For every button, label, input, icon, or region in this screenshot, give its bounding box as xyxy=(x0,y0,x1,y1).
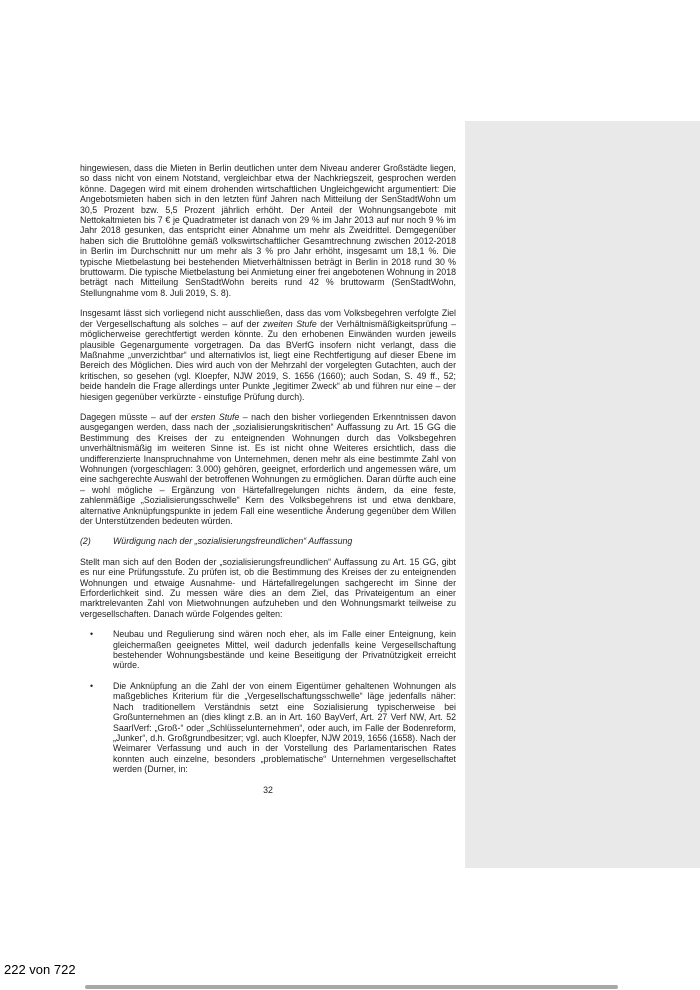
text-run: Dagegen müsste – auf der xyxy=(80,411,191,422)
horizontal-scrollbar-thumb[interactable] xyxy=(85,985,618,989)
page-number: 32 xyxy=(263,784,273,795)
paragraph xyxy=(80,412,456,526)
page-position-label: 222 von 722 xyxy=(4,962,76,977)
section-heading-number: (2) xyxy=(80,536,91,547)
text-run: – nach den bisher vorliegenden Erkenntnissen davon ausgegangen werden, dass nach der „sozialisierungskritischen“ Auffassung zu Art. 15 GG die Bestimmung des Kreises der zu enteignenden Wohnungen durch das Volksbegehren unverhältnismäßig im weiteren Sinne ist. Es ist nicht ohne Weiteres ersichtlich, dass die undifferenzierte Inanspruchnahme von Unternehmen, denen mehr als eine bestimmte Zahl von Wohnungen (vorgeschlagen: 3.000) gehören, geeignet, erforderlich und angemessen wäre, um eine sachgerechte Auswahl der betroffenen Wohnungen zu ermöglichen. Daran dürfte auch eine – wohl mögliche – Ergänzung von Härtefallregelungen nichts ändern, da eine feste, zahlenmäßige „Sozialisierungsschwelle“ Kern des Volksbegehrens ist und etwa denkbare, alternative Anknüpfungspunkte in jedem Fall eine wesentliche Änderung gegenüber dem Willen der Unterstützenden bedeuten würden. xyxy=(80,411,456,526)
paragraph xyxy=(80,308,456,402)
paragraph xyxy=(80,163,456,298)
emphasis-text: Würdigung nach der „sozialisierungsfreundlichen“ Auffassung xyxy=(113,536,353,547)
page-side-shading xyxy=(465,121,700,868)
text-run: der Verhältnismäßigkeitsprüfung – möglicherweise gerechtfertigt werden könnte. Zu den erhobenen Einwänden wurden jeweils plausible Gegenargumente vorgetragen. Da das BVerfG insofern nicht verlangt, dass die Maßnahme „unverzichtbar“ und alternativlos ist, liegt eine Rechtfertigung auf dieser Ebene im Bereich des Möglichen. Dies wird auch von der Mehrzahl der vorgelegten Gutachten, auch der kritischen, so gesehen (vgl. Kloepfer, NJW 2019, S. 1656 (1660); auch Sodan, S. 49 ff., 52; beide handeln die Frage allerdings unter Punkte „legitimer Zweck“ ab und führen nur eine – der hiesigen gegenüber verkürzte - einstufige Prüfung durch). xyxy=(80,318,456,402)
section-heading xyxy=(80,536,456,546)
text-run: Neubau und Regulierung sind wären noch eher, als im Falle einer Enteignung, kein gleichermaßen geeignetes Mittel, weil dadurch jedenfalls keine Vergesellschaftung bestehender Wohnungsbestände und keine Beseitigung der Privatnützigkeit erreicht würde. xyxy=(113,629,456,671)
bullet-text xyxy=(113,629,456,671)
text-run: Stellt man sich auf den Boden der „sozialisierungsfreundlichen“ Auffassung zu Art. 15 GG, gibt es nur eine Prüfungsstufe. Zu prüfen ist, ob die Bestimmung des Kreises der zu enteignenden Wohnungen und etwaige Ausnahme- und Härtefallregelungen sachgerecht im Sinne der Erforderlichkeit sind. Zu messen wäre dies an dem Ziel, das Privateigentum an einer marktrelevanten Zahl von Mietwohnungen aufzuheben und den Wohnungsmarkt teilweise zu vergesellschaften. Danach würde Folgendes gelten: xyxy=(80,556,456,619)
bullet-text xyxy=(113,681,456,775)
emphasis-text: ersten Stufe xyxy=(190,411,240,422)
bullet-icon: • xyxy=(90,680,94,691)
text-run: Insgesamt lässt sich vorliegend nicht ausschließen, dass das vom Volksbegehren verfolgte Ziel der Vergesellschaftung als solches – auf der xyxy=(80,308,456,329)
text-run: Die Anknüpfung an die Zahl der von einem Eigentümer gehaltenen Wohnungen als maßgebliches Kriterium für die „Vergesellschaftungsschwelle“ läge jedenfalls näher: Nach traditionellem Verständnis setzt eine Sozialisierung typischerweise bei Großunternehmen an (dies klingt z.B. an in Art. 160 BayVerf, Art. 27 Verf NW, Art. 52 SaarlVerf: „Groß-“ oder „Schlüsselunternehmen“, oder auch, im Falle der Bodenreform, „Junker“, d.h. Großgrundbesitzer; vgl. auch Kloepfer, NJW 2019, 1656 (1658). Nach der Weimarer Verfassung und auch in der Vorstellung des Parlamentarischen Rates konnten auch einzelne, besonders „problematische“ Unternehmen vergesellschaftet werden (Durner, in: xyxy=(113,680,456,775)
paragraph xyxy=(80,557,456,619)
bullet-icon: • xyxy=(90,629,94,640)
emphasis-text: zweiten Stufe xyxy=(262,318,317,329)
page-text-column xyxy=(80,163,456,795)
bullet-item xyxy=(80,681,456,775)
section-heading-title xyxy=(113,536,352,546)
text-run: hingewiesen, dass die Mieten in Berlin deutlichen unter dem Niveau anderer Großstädte liegen, so dass nicht von einem Notstand, vergleichbar etwa der Nachkriegszeit, gesprochen werden könne. Dagegen wird mit einem drohenden wirtschaftlichen Ungleichgewicht argumentiert: Die Angebotsmieten haben sich in den letzten fünf Jahren nach Mitteilung der SenStadtWohn um 30,5 Prozent bzw. 5,5 Prozent jährlich erhöht. Der Anteil der Wohnungsangebote mit Nettokaltmieten bis 7 € je Quadratmeter ist danach von 29 % im Jahr 2013 auf nur noch 9 % im Jahr 2018 gesunken, das entspricht einer Abnahme um mehr als Zweidrittel. Demgegenüber haben sich die Bruttolöhne gemäß volkswirtschaftlicher Gesamtrechnung zwischen 2012-2018 in Berlin im Durchschnitt nur um mehr als 3 % pro Jahr erhöht, insgesamt um 18,1 %. Die typische Mietbelastung bei bestehenden Mietverhältnissen beträgt in Berlin in 2018 rund 30 % bruttowarm. Die typische Mietbelastung bei Anmietung einer frei angebotenen Wohnung in 2018 beträgt nach Mitteilung SenStadtWohn bereits rund 42 % bruttowarm (SenStadtWohn, Stellungnahme vom 8. Juli 2019, S. 8). xyxy=(80,163,456,298)
bullet-item xyxy=(80,629,456,671)
page-content xyxy=(80,163,456,775)
